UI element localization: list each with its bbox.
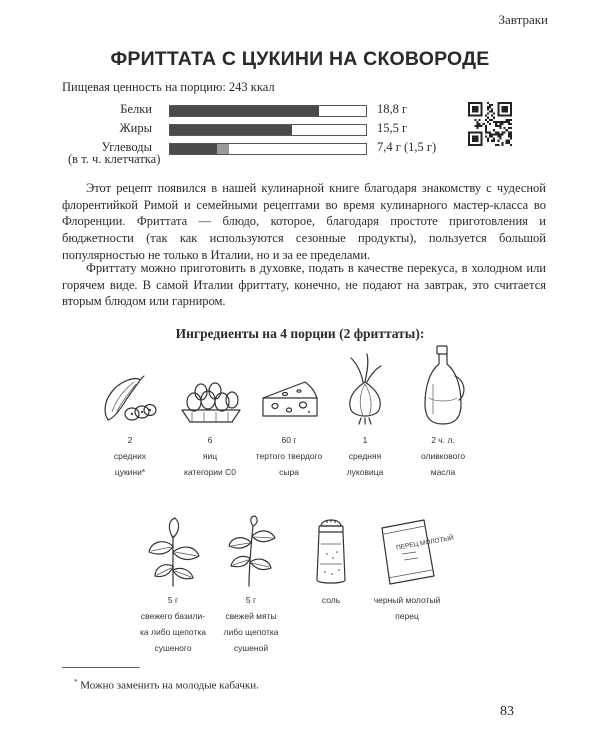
eggs-icon — [178, 372, 242, 428]
ingredient-line: масла — [430, 467, 456, 477]
page-number: 83 — [500, 704, 514, 719]
ingredient-amount: 1 — [362, 435, 368, 445]
ingredient-line: сушеной — [233, 643, 269, 653]
ingredient-line: перец — [395, 611, 419, 621]
nutrition-heading: Пищевая ценность на порцию: 243 ккал — [62, 80, 275, 94]
cheese-icon — [257, 372, 321, 428]
qr-code-icon[interactable] — [468, 102, 512, 146]
ingredient-zucchini — [85, 372, 175, 480]
ingredient-line: средняя — [348, 451, 382, 461]
ingredient-amount: 2 ч. л. — [431, 435, 455, 445]
ingredient-amount: 5 г — [167, 595, 179, 605]
nutrition-bar-fiber-fill — [217, 144, 229, 154]
ingredient-line: черный молотый — [373, 595, 441, 605]
ingredient-pepper — [362, 514, 455, 624]
zucchini-icon — [98, 372, 162, 428]
nutrition-value: 7,4 г (1,5 г) — [377, 140, 437, 154]
basil-icon — [141, 516, 205, 588]
nutrition-label: Белки — [120, 102, 152, 116]
ingredient-line: соль — [321, 595, 341, 605]
ingredient-line: цукини* — [114, 467, 146, 477]
intro-paragraph: Фриттату можно приготовить в духовке, подать в качестве перекуса, в холодном или горячем виде. В самой Италии фриттату, конечно, не подают на завтрак, это считается вторым блюдом или гарниром. — [62, 261, 546, 309]
nutrition-value: 18,8 г — [377, 102, 408, 116]
ingredient-line: сыра — [279, 467, 299, 477]
nutrition-label: Жиры — [119, 121, 152, 135]
nutrition-value: 15,5 г — [377, 121, 408, 135]
ingredient-line: категории С0 — [183, 467, 237, 477]
footnote-divider — [62, 667, 140, 668]
salt-shaker-icon — [299, 514, 363, 588]
footnote-text: Можно заменить на молодые кабачки. — [80, 679, 259, 692]
ingredient-basil — [128, 516, 218, 656]
footnote-marker: * — [74, 678, 78, 686]
nutrition-row-protein — [62, 102, 482, 118]
fiber-note: (в т. ч. клетчатка) — [68, 152, 161, 166]
ingredients-title: Ингредиенты на 4 порции (2 фриттаты): — [175, 326, 425, 341]
mint-icon — [219, 516, 283, 588]
footnote — [74, 678, 259, 692]
ingredient-amount: 60 г — [281, 435, 297, 445]
pepper-pack-label: ПЕРЕЦ МОЛОТЫЙ — [395, 534, 455, 552]
ingredient-line: свежего базили- — [140, 611, 206, 621]
onion-icon — [333, 352, 397, 428]
ingredient-line: оливкового — [420, 451, 466, 461]
ingredient-line: сушеного — [154, 643, 192, 653]
oil-bottle-icon — [411, 344, 475, 428]
ingredient-olive-oil — [398, 344, 488, 480]
nutrition-bar-fill — [170, 125, 292, 135]
pepper-pack-icon — [372, 514, 455, 588]
section-header: Завтраки — [498, 12, 548, 27]
ingredient-onion — [320, 352, 410, 480]
ingredient-amount: 6 — [207, 435, 213, 445]
nutrition-label: Углеводы — [101, 140, 152, 154]
nutrition-row-fat — [62, 121, 482, 137]
nutrition-bar — [169, 143, 367, 155]
ingredient-line: ка либо щепотка — [140, 627, 206, 637]
ingredient-line: яиц — [202, 451, 218, 461]
ingredient-line: тертого твердого — [255, 451, 323, 461]
ingredient-mint — [206, 516, 296, 656]
nutrition-bar — [169, 105, 367, 117]
ingredient-line: средних — [113, 451, 147, 461]
recipe-title: ФРИТТАТА С ЦУКИНИ НА СКОВОРОДЕ — [110, 48, 490, 70]
nutrition-bar-fill — [170, 106, 319, 116]
ingredient-amount: 2 — [127, 435, 133, 445]
ingredient-amount: 5 г — [245, 595, 257, 605]
ingredient-line: свежей мяты — [225, 611, 277, 621]
nutrition-bar-fill — [170, 144, 217, 154]
ingredient-line: луковица — [346, 467, 384, 477]
ingredient-line: либо щепотка — [223, 627, 279, 637]
ingredient-eggs — [165, 372, 255, 480]
intro-paragraph: Этот рецепт появился в нашей кулинарной книге благодаря знакомству с чудесной флорентийкой Римой и семейными рецептами во время кулинарного мастер-класса во Флоренции. Фриттата — блюдо, которое, благодаря простоте приготовления и бюджетности (так как используются сезонные продукты), пользуется большой популярностью не только в Италии, но и за ее пределами. — [62, 181, 546, 262]
nutrition-bar — [169, 124, 367, 136]
